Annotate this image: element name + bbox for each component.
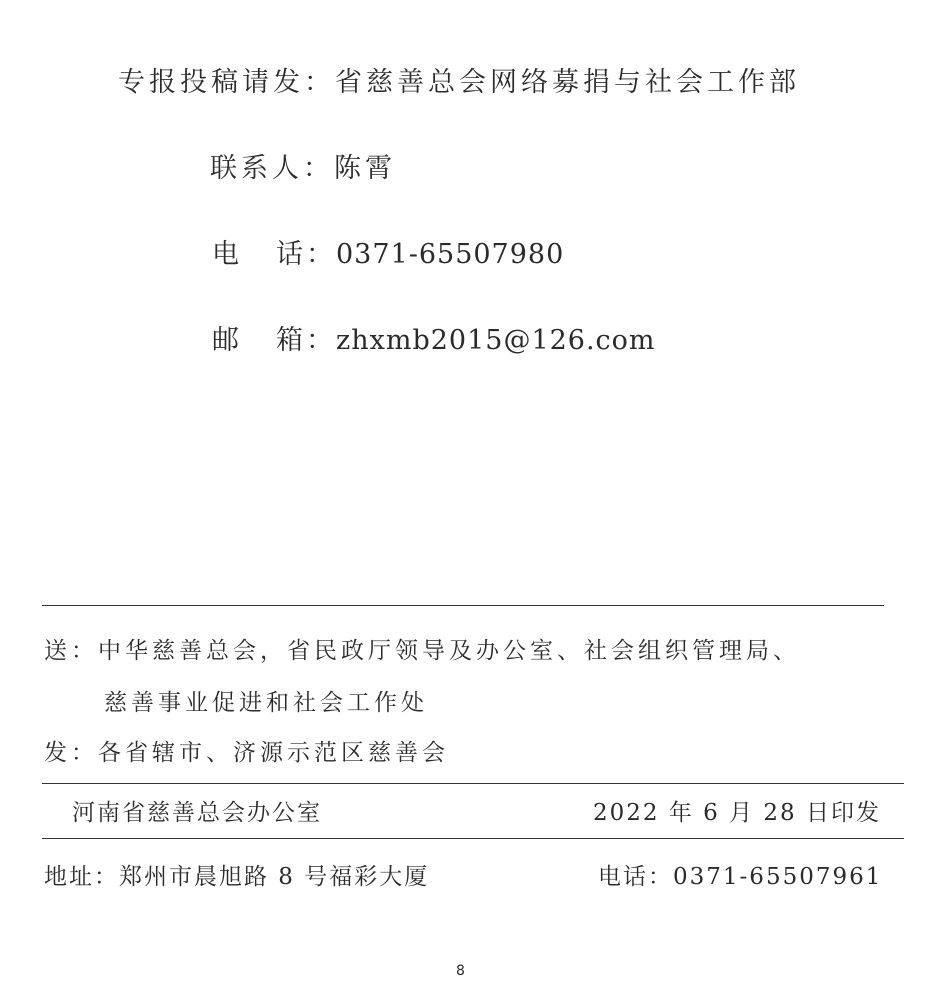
contact-email-line (212, 318, 656, 357)
issue-line (44, 734, 449, 767)
email-label-first: 邮 (212, 325, 242, 356)
issue-label: 发： (44, 740, 98, 766)
office-phone: 电话：0371-65507961 (598, 864, 883, 890)
contact-person-line (210, 146, 396, 185)
send-recipients-line2: 慈善事业促进和社会工作处 (104, 690, 428, 716)
submission-line (118, 60, 800, 99)
divider-middle (42, 783, 904, 784)
contact-person-name: 陈霄 (334, 153, 396, 184)
send-recipients-line1: 中华慈善总会，省民政厅领导及办公室、社会组织管理局、 (98, 638, 800, 664)
issuing-office: 河南省慈善总会办公室 (72, 800, 322, 826)
contact-phone-line (212, 232, 564, 271)
contact-phone: 0371-65507980 (336, 239, 565, 270)
send-label: 送： (44, 638, 98, 664)
contact-email: zhxmb2015@126.com (336, 325, 656, 356)
submission-department: 省慈善总会网络募捐与社会工作部 (335, 67, 800, 98)
page-number: 8 (456, 963, 465, 979)
send-line (44, 632, 800, 665)
divider-bottom (42, 838, 904, 839)
contact-person-label: 联系人： (210, 153, 334, 184)
phone-label-first: 电 (212, 239, 242, 270)
submission-label: 专报投稿请发： (118, 67, 335, 98)
email-label-second: 箱： (276, 325, 336, 356)
divider-top (42, 605, 884, 606)
phone-label-second: 话： (276, 239, 336, 270)
print-date: 2022 年 6 月 28 日印发 (593, 800, 881, 826)
issue-recipients: 各省辖市、济源示范区慈善会 (98, 740, 449, 766)
address: 地址：郑州市晨旭路 8 号福彩大厦 (44, 864, 430, 890)
